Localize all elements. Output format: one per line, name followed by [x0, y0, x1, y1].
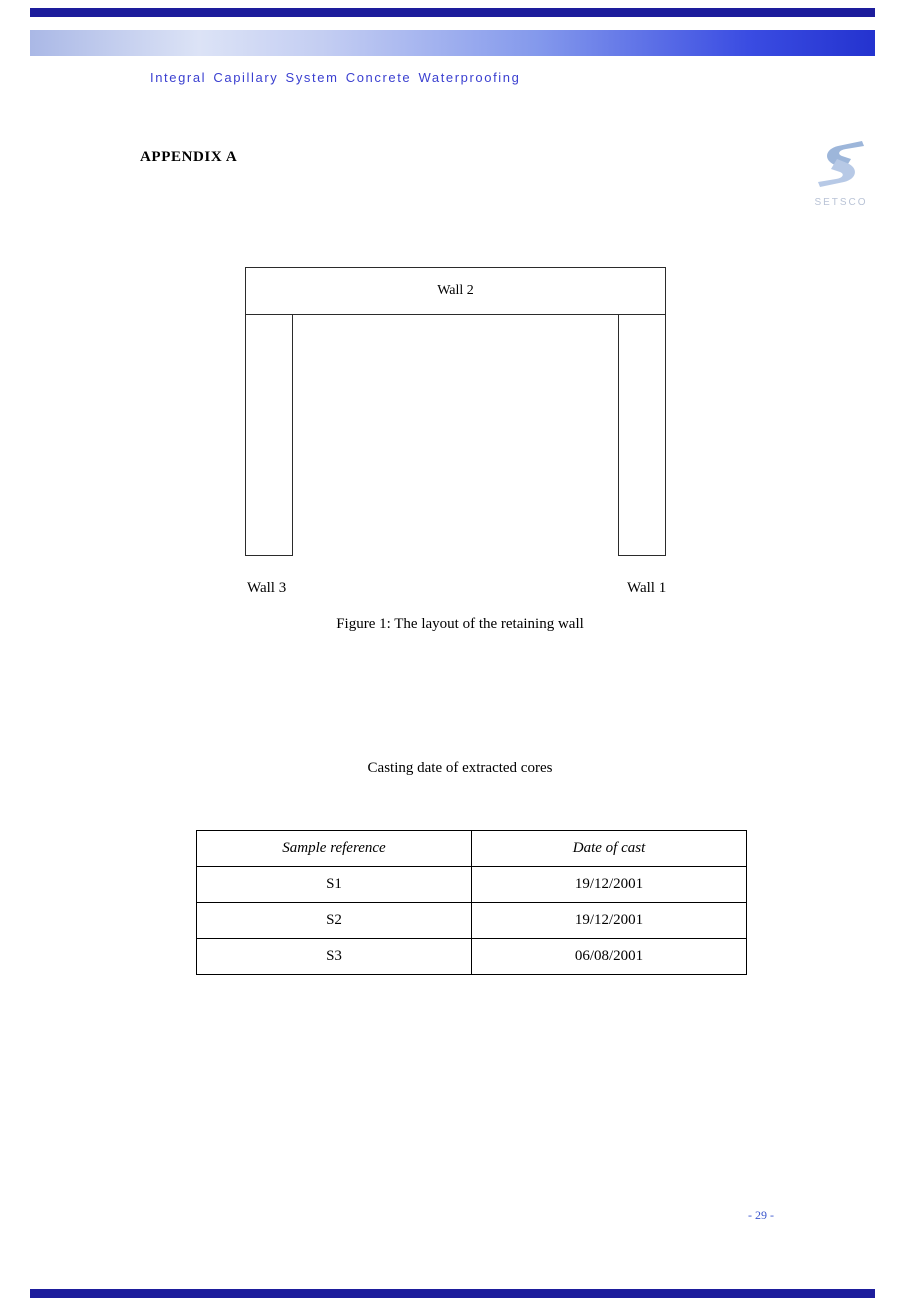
bottom-rule [30, 1289, 875, 1298]
column-header-date-of-cast: Date of cast [472, 831, 747, 867]
page-number: - 29 - [748, 1208, 774, 1222]
cell-date-of-cast: 19/12/2001 [472, 867, 747, 903]
cell-date-of-cast: 06/08/2001 [472, 939, 747, 975]
figure-wall1-rect [618, 315, 666, 556]
top-rule [30, 8, 875, 17]
column-header-sample-reference: Sample reference [197, 831, 472, 867]
casting-date-table [196, 830, 747, 975]
figure-wall2-rect [245, 267, 666, 315]
wall1-label: Wall 1 [627, 580, 667, 596]
wall2-label: Wall 2 [437, 283, 474, 298]
setsco-logo [810, 138, 872, 208]
header-gradient-banner [30, 30, 875, 56]
appendix-heading: APPENDIX A [140, 149, 238, 165]
cell-date-of-cast: 19/12/2001 [472, 903, 747, 939]
document-header-title: Integral Capillary System Concrete Waterproofing [150, 70, 521, 85]
figure-wall3-rect [245, 315, 293, 556]
table-row [197, 903, 747, 939]
figure-caption: Figure 1: The layout of the retaining wall [336, 616, 584, 632]
table-header-row [197, 831, 747, 867]
table-row [197, 867, 747, 903]
cell-sample-reference: S3 [197, 939, 472, 975]
cell-sample-reference: S1 [197, 867, 472, 903]
table-section-title: Casting date of extracted cores [367, 760, 553, 776]
setsco-logo-icon [816, 177, 866, 194]
wall3-label: Wall 3 [247, 580, 287, 596]
table-row [197, 939, 747, 975]
cell-sample-reference: S2 [197, 903, 472, 939]
setsco-logo-text: SETSCO [814, 197, 868, 208]
